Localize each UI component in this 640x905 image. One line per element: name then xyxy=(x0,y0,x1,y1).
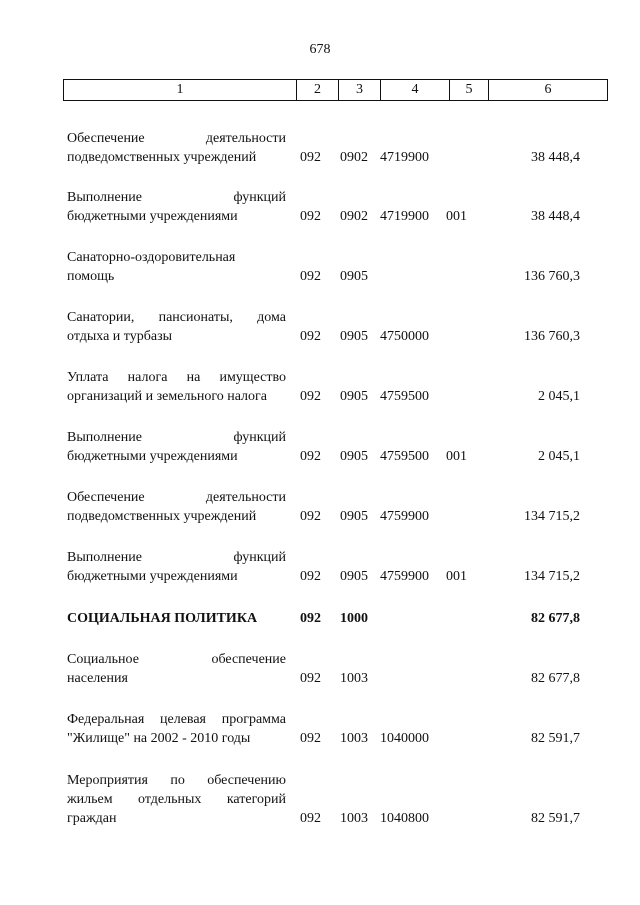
row-vedomstvo-code: 092 xyxy=(300,731,321,746)
row-name-line: жильем отдельных категорий xyxy=(67,792,286,807)
row-razdel-code: 1003 xyxy=(340,671,368,686)
row-vedomstvo-code: 092 xyxy=(300,269,321,284)
column-header-4: 4 xyxy=(381,80,450,101)
row-name xyxy=(67,488,286,526)
row-target-article-code: 1040800 xyxy=(380,811,429,826)
row-name xyxy=(67,771,286,828)
row-vedomstvo-code: 092 xyxy=(300,449,321,464)
row-amount: 134 715,2 xyxy=(524,569,580,584)
row-amount: 82 591,7 xyxy=(531,731,580,746)
row-name-line: Выполнение функций xyxy=(67,550,286,565)
row-amount: 2 045,1 xyxy=(538,449,580,464)
row-target-article-code: 4719900 xyxy=(380,209,429,224)
row-amount: 38 448,4 xyxy=(531,209,580,224)
row-name-line: "Жилище" на 2002 - 2010 годы xyxy=(67,731,251,746)
row-razdel-code: 0905 xyxy=(340,569,368,584)
row-vedomstvo-code: 092 xyxy=(300,209,321,224)
column-header-6: 6 xyxy=(489,80,608,101)
column-header-1: 1 xyxy=(64,80,297,101)
row-name xyxy=(67,368,286,406)
row-target-article-code: 4759500 xyxy=(380,389,429,404)
row-vedomstvo-code: 092 xyxy=(300,671,321,686)
row-name-line: бюджетными учреждениями xyxy=(67,449,238,464)
row-amount: 136 760,3 xyxy=(524,329,580,344)
row-name-line: Уплата налога на имущество xyxy=(67,370,286,385)
row-name xyxy=(67,248,286,286)
row-name xyxy=(67,188,286,226)
row-amount: 2 045,1 xyxy=(538,389,580,404)
column-header-2: 2 xyxy=(297,80,339,101)
row-name-line: населения xyxy=(67,671,128,686)
row-amount: 82 591,7 xyxy=(531,811,580,826)
row-name xyxy=(67,609,286,628)
row-name-line: подведомственных учреждений xyxy=(67,509,257,524)
row-target-article-code: 4759500 xyxy=(380,449,429,464)
row-razdel-code: 0905 xyxy=(340,389,368,404)
row-razdel-code: 1003 xyxy=(340,731,368,746)
row-razdel-code: 0902 xyxy=(340,150,368,165)
row-name-line: подведомственных учреждений xyxy=(67,150,257,165)
column-header-3: 3 xyxy=(339,80,381,101)
row-name-line: Социальное обеспечение xyxy=(67,652,286,667)
row-name-line: Мероприятия по обеспечению xyxy=(67,773,286,788)
row-razdel-code: 0905 xyxy=(340,269,368,284)
row-vedomstvo-code: 092 xyxy=(300,811,321,826)
row-razdel-code: 0905 xyxy=(340,449,368,464)
row-name-line: Выполнение функций xyxy=(67,190,286,205)
row-name xyxy=(67,710,286,748)
row-expense-type-code: 001 xyxy=(446,569,467,584)
row-target-article-code: 1040000 xyxy=(380,731,429,746)
row-name xyxy=(67,308,286,346)
column-header-5: 5 xyxy=(450,80,489,101)
column-header-table xyxy=(63,79,608,101)
row-name xyxy=(67,129,286,167)
row-name-line: Выполнение функций xyxy=(67,430,286,445)
row-razdel-code: 1003 xyxy=(340,811,368,826)
row-target-article-code: 4759900 xyxy=(380,509,429,524)
row-amount: 136 760,3 xyxy=(524,269,580,284)
row-amount: 82 677,8 xyxy=(531,671,580,686)
row-amount: 82 677,8 xyxy=(531,611,580,626)
row-expense-type-code: 001 xyxy=(446,449,467,464)
row-name xyxy=(67,650,286,688)
row-name-line: Санатории, пансионаты, дома xyxy=(67,310,286,325)
row-vedomstvo-code: 092 xyxy=(300,150,321,165)
row-name-line: бюджетными учреждениями xyxy=(67,209,238,224)
row-name xyxy=(67,548,286,586)
row-name-line: отдыха и турбазы xyxy=(67,329,173,344)
row-name-line: Обеспечение деятельности xyxy=(67,490,286,505)
row-vedomstvo-code: 092 xyxy=(300,509,321,524)
row-vedomstvo-code: 092 xyxy=(300,329,321,344)
row-name-line: Санаторно-оздоровительная xyxy=(67,250,236,265)
column-header-row xyxy=(64,80,608,101)
row-name-line: СОЦИАЛЬНАЯ ПОЛИТИКА xyxy=(67,611,258,626)
row-razdel-code: 0902 xyxy=(340,209,368,224)
row-name-line: бюджетными учреждениями xyxy=(67,569,238,584)
row-name-line: граждан xyxy=(67,811,117,826)
row-target-article-code: 4719900 xyxy=(380,150,429,165)
row-vedomstvo-code: 092 xyxy=(300,569,321,584)
row-vedomstvo-code: 092 xyxy=(300,611,321,626)
row-name xyxy=(67,428,286,466)
row-amount: 38 448,4 xyxy=(531,150,580,165)
row-razdel-code: 1000 xyxy=(340,611,368,626)
row-name-line: помощь xyxy=(67,269,115,284)
row-name-line: организаций и земельного налога xyxy=(67,389,267,404)
row-target-article-code: 4759900 xyxy=(380,569,429,584)
row-razdel-code: 0905 xyxy=(340,509,368,524)
row-razdel-code: 0905 xyxy=(340,329,368,344)
row-expense-type-code: 001 xyxy=(446,209,467,224)
row-vedomstvo-code: 092 xyxy=(300,389,321,404)
row-amount: 134 715,2 xyxy=(524,509,580,524)
row-target-article-code: 4750000 xyxy=(380,329,429,344)
row-name-line: Обеспечение деятельности xyxy=(67,131,286,146)
row-name-line: Федеральная целевая программа xyxy=(67,712,286,727)
page-number: 678 xyxy=(309,42,331,57)
